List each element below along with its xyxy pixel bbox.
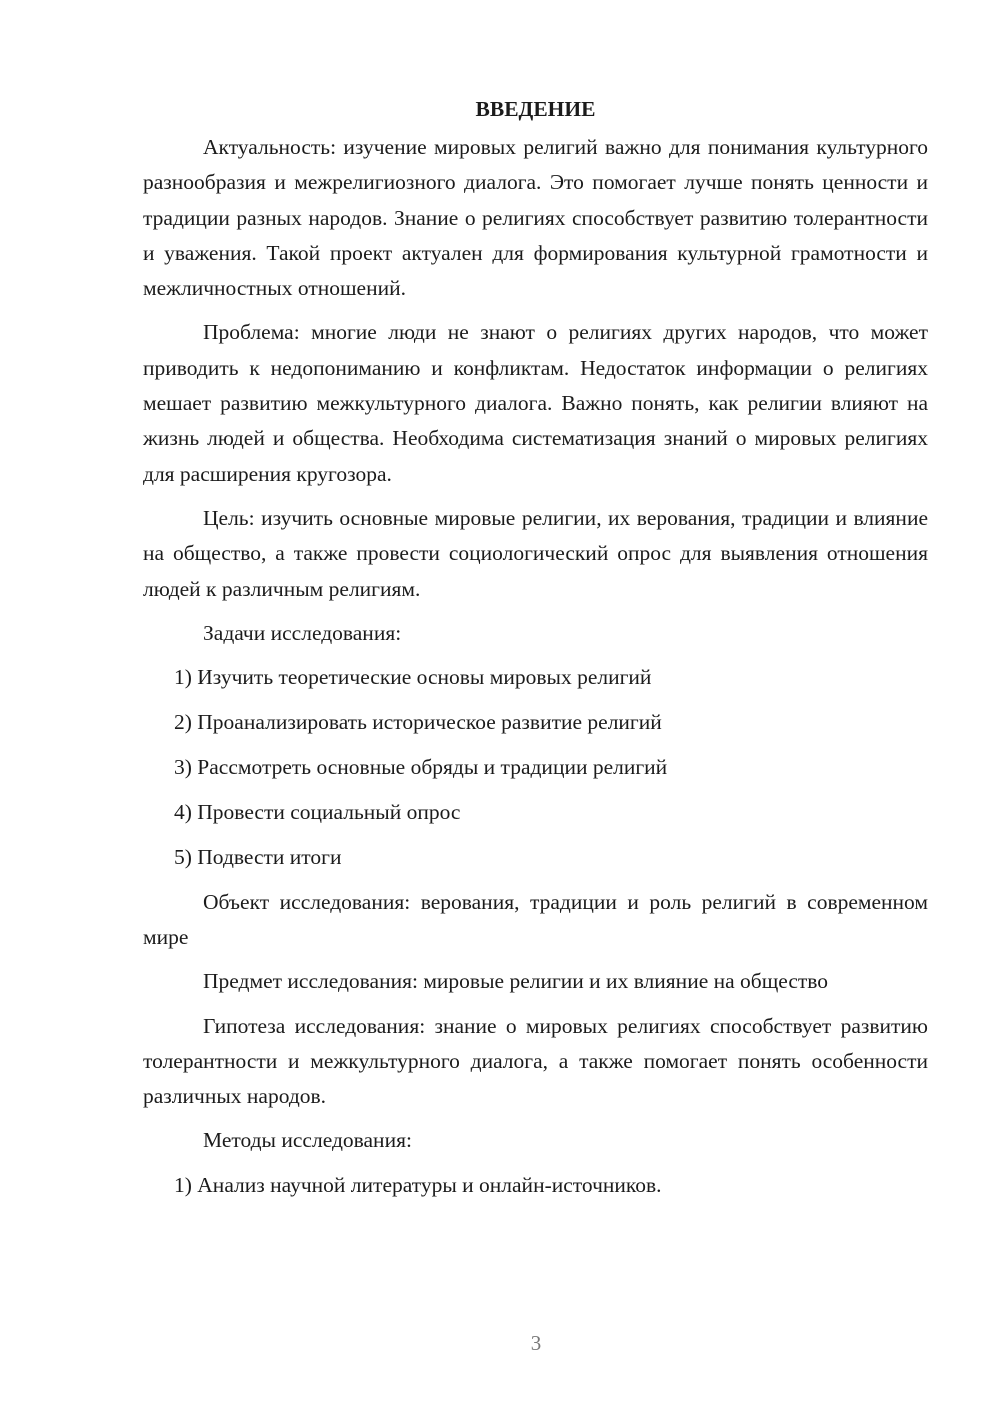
document-body xyxy=(143,92,928,1213)
list-item: 2) Проанализировать историческое развитие религий xyxy=(174,710,662,735)
problem-paragraph: Проблема: многие люди не знают о религиях других народов, что может приводить к недопониманию и конфликтам. Недостаток информации о религиях мешает развитию межкультурного диалога. Важно понять, как религии влияют на жизнь людей и общества. Необходима систематизация знаний о мировых религиях для расширения кругозора. xyxy=(143,320,928,486)
goal-paragraph: Цель: изучить основные мировые религии, их верования, традиции и влияние на общество, а также провести социологический опрос для выявления отношения людей к различным религиям. xyxy=(143,505,928,601)
hypothesis-paragraph: Гипотеза исследования: знание о мировых религиях способствует развитию толерантности и межкультурного диалога, а также помогает понять особенности различных народов. xyxy=(143,1013,928,1109)
list-item: 1) Изучить теоретические основы мировых религий xyxy=(174,665,652,690)
tasks-list xyxy=(143,660,928,875)
object-paragraph: Объект исследования: верования, традиции и роль религий в современном мире xyxy=(143,889,928,949)
list-item: 3) Рассмотреть основные обряды и традиции религий xyxy=(174,754,668,779)
subject-paragraph: Предмет исследования: мировые религии и их влияние на общество xyxy=(203,969,829,994)
tasks-title: Задачи исследования: xyxy=(203,620,402,645)
relevance-paragraph: Актуальность: изучение мировых религий важно для понимания культурного разнообразия и межрелигиозного диалога. Это помогает лучше понять ценности и традиции разных народов. Знание о религиях способствует развитию толерантности и уважения. Такой проект актуален для формирования культурной грамотности и межличностных отношений. xyxy=(143,135,928,301)
list-item: 5) Подвести итоги xyxy=(174,844,342,869)
methods-title: Методы исследования: xyxy=(203,1128,412,1153)
methods-list xyxy=(143,1168,928,1203)
section-heading: ВВЕДЕНИЕ xyxy=(475,97,596,121)
page-number: 3 xyxy=(530,1331,542,1355)
list-item: 1) Анализ научной литературы и онлайн-источников. xyxy=(174,1172,662,1197)
list-item: 4) Провести социальный опрос xyxy=(174,799,461,824)
